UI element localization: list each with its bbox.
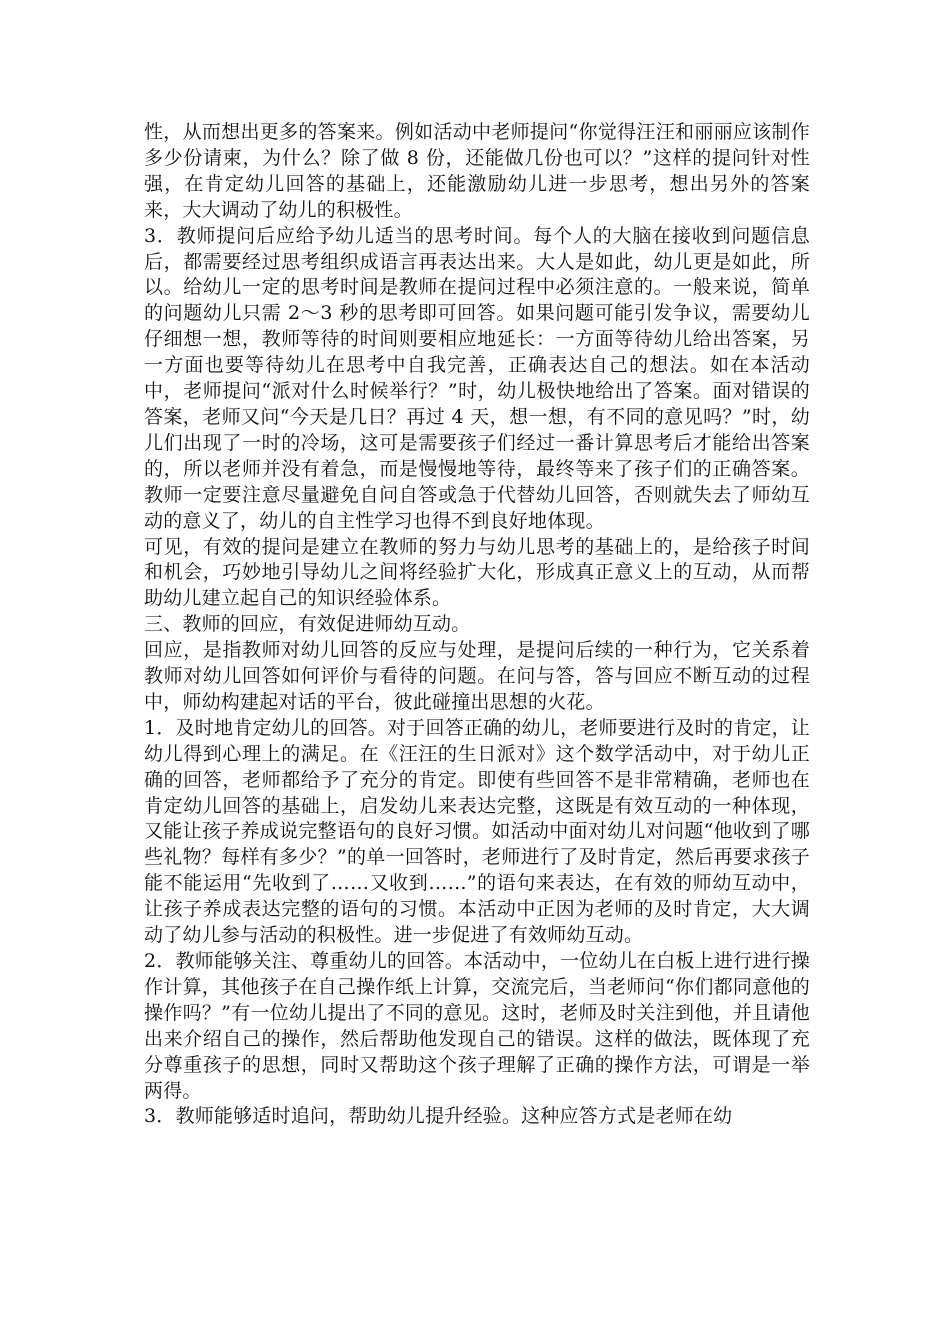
paragraph-point-3-thinking-time: 3．教师提问后应给予幼儿适当的思考时间。每个人的大脑在接收到问题信息后，都需要经过思考组织成语言再表达出来。大人是如此，幼儿更是如此，所以。给幼儿一定的思考时间是教师在提问过程中必须注意的。一般来说，简单的问题幼儿只需 2～3 秒的思考即可回答。如果问题可能引发争议，需要幼儿仔细想一想，教师等待的时间则要相应地延长：一方面等待幼儿给出答案，另一方面也要等待幼儿在思考中自我完善，正确表达自己的想法。如在本活动中，老师提问“派对什么时候举行？”时，幼儿极快地给出了答案。面对错误的答案，老师又问“今天是几日？再过 4 天，想一想，有不同的意见吗？”时，幼儿们出现了一时的冷场，这可是需要孩子们经过一番计算思考后才能给出答案的，所以老师并没有着急，而是慢慢地等待，最终等来了孩子们的正确答案。教师一定要注意尽量避免自问自答或急于代替幼儿回答，否则就失去了师幼互动的意义了，幼儿的自主性学习也得不到良好地体现。: [144, 224, 810, 532]
section-heading-teacher-response: 三、教师的回应，有效促进师幼互动。: [144, 613, 471, 636]
paragraph-response-definition: 回应，是指教师对幼儿回答的反应与处理，是提问后续的一种行为，它关系着教师对幼儿回答如何评价与看待的问题。在问与答，答与回应不断互动的过程中，师幼构建起对话的平台，彼此碰撞出思想的火花。: [144, 639, 810, 713]
document-body: [144, 120, 810, 1130]
paragraph-continued-example: 性，从而想出更多的答案来。例如活动中老师提问“你觉得汪汪和丽丽应该制作多少份请柬，为什么？除了做 8 份，还能做几份也可以？”这样的提问针对性强，在肯定幼儿回答的基础上，还能激励幼儿进一步思考，想出另外的答案来，大大调动了幼儿的积极性。: [144, 121, 810, 221]
paragraph-point-3-follow-up: 3．教师能够适时追问，帮助幼儿提升经验。这种应答方式是老师在幼: [144, 1105, 733, 1128]
paragraph-point-1-affirm: 1．及时地肯定幼儿的回答。对于回答正确的幼儿，老师要进行及时的肯定，让幼儿得到心理上的满足。在《汪汪的生日派对》这个数学活动中，对于幼儿正确的回答，老师都给予了充分的肯定。即使有些回答不是非常精确，老师也在肯定幼儿回答的基础上，启发幼儿来表达完整，这既是有效互动的一种体现，又能让孩子养成说完整语句的良好习惯。如活动中面对幼儿对问题“他收到了哪些礼物？每样有多少？”的单一回答时，老师进行了及时肯定，然后再要求孩子能不能运用“先收到了……又收到……”的语句来表达，在有效的师幼互动中，让孩子养成表达完整的语句的习惯。本活动中正因为老师的及时肯定，大大调动了幼儿参与活动的积极性。进一步促进了有效师幼互动。: [144, 716, 810, 947]
paragraph-conclusion: 可见，有效的提问是建立在教师的努力与幼儿思考的基础上的，是给孩子时间和机会，巧妙地引导幼儿之间将经验扩大化，形成真正意义上的互动，从而帮助幼儿建立起自己的知识经验体系。: [144, 535, 810, 610]
paragraph-point-2-respect: 2．教师能够关注、尊重幼儿的回答。本活动中，一位幼儿在白板上进行进行操作计算，其他孩子在自己操作纸上计算，交流完后，当老师问“你们都同意他的操作吗？”有一位幼儿提出了不同的意见。这时，老师及时关注到他，并且请他出来介绍自己的操作，然后帮助他发现自己的错误。这样的做法，既体现了充分尊重孩子的思想，同时又帮助这个孩子理解了正确的操作方法，可谓是一举两得。: [144, 950, 810, 1102]
